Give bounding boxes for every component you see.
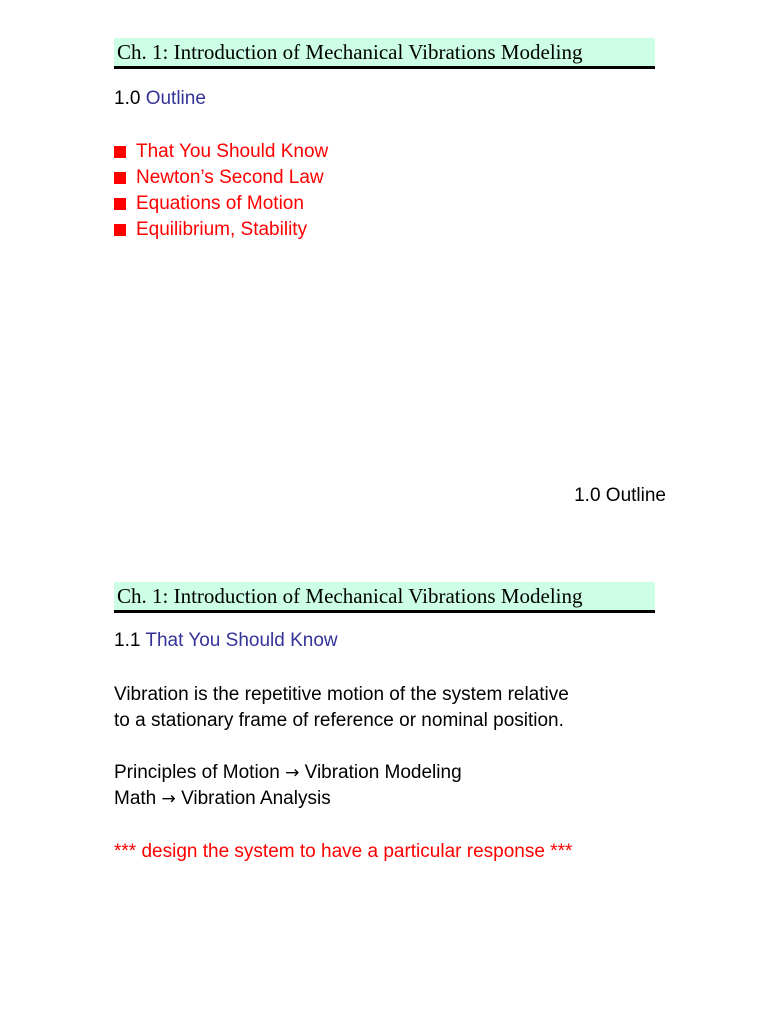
slide-title: Ch. 1: Introduction of Mechanical Vibrations Modeling xyxy=(114,582,655,610)
list-item-label: Newton’s Second Law xyxy=(136,167,324,188)
definition-line: to a stationary frame of reference or nominal position. xyxy=(114,710,564,731)
list-item-label: Equilibrium, Stability xyxy=(136,219,308,240)
list-item-label: Equations of Motion xyxy=(136,193,304,214)
section-number: 1.1 xyxy=(114,630,141,651)
section-name: Outline xyxy=(145,88,206,109)
relations-list xyxy=(114,760,462,812)
slide-title: Ch. 1: Introduction of Mechanical Vibrations Modeling xyxy=(114,38,655,66)
right-arrow-icon: → xyxy=(285,763,300,783)
definition-line: Vibration is the repetitive motion of the system relative xyxy=(114,684,569,705)
list-item xyxy=(114,139,328,165)
right-arrow-icon: → xyxy=(161,789,176,809)
vibration-definition xyxy=(114,682,569,734)
outline-list xyxy=(114,139,328,243)
relation-to: Vibration Analysis xyxy=(181,788,331,809)
list-item xyxy=(114,191,328,217)
list-item xyxy=(114,217,328,243)
section-heading xyxy=(114,629,338,653)
relation-to: Vibration Modeling xyxy=(304,762,462,783)
design-emphasis: *** design the system to have a particular response *** xyxy=(114,841,573,862)
red-square-bullet-icon xyxy=(114,198,126,210)
red-square-bullet-icon xyxy=(114,224,126,236)
title-underline xyxy=(114,610,655,613)
list-item-label: That You Should Know xyxy=(136,141,329,162)
title-underline xyxy=(114,66,655,69)
list-item xyxy=(114,165,328,191)
relation-line xyxy=(114,786,462,812)
red-square-bullet-icon xyxy=(114,146,126,158)
slide-that-you-should-know xyxy=(0,542,768,1024)
relation-from: Principles of Motion xyxy=(114,762,280,783)
relation-line xyxy=(114,760,462,786)
slide-footer: 1.0 Outline xyxy=(574,485,666,506)
section-heading xyxy=(114,87,206,111)
red-square-bullet-icon xyxy=(114,172,126,184)
relation-from: Math xyxy=(114,788,157,809)
section-number: 1.0 xyxy=(114,88,141,109)
section-name: That You Should Know xyxy=(145,630,338,651)
